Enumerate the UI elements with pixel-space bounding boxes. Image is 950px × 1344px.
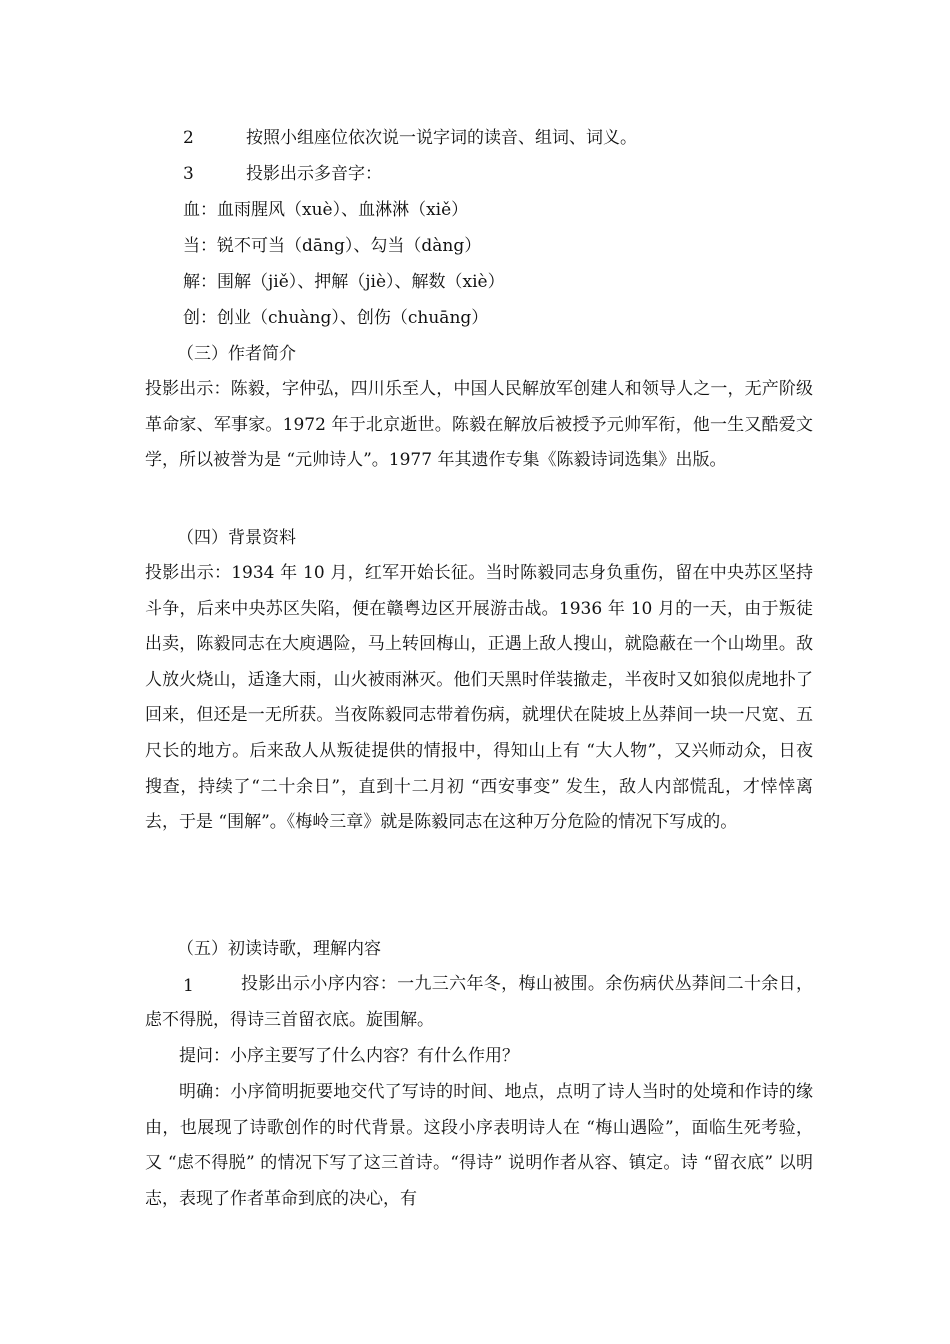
polyphone-chuang: 创：创业（chuàng）、创伤（chuāng） (183, 308, 489, 328)
polyphone-xue: 血：血雨腥风（xuè）、血淋淋（xiě） (183, 200, 469, 220)
list-text: 按照小组座位依次说一说字词的读音、组词、词义。 (246, 128, 637, 148)
answer-paragraph: 明确：小序简明扼要地交代了写诗的时间、地点，点明了诗人当时的处境和作诗的缘由，也展现了诗歌创作的时代背景。这段小序表明诗人在 “梅山遇险”，面临生死考验，又 “虑不得脱” 的情况下写了这三首诗。“得诗” 说明作者从容、镇定。诗 “留衣底” 以明志，表现了作者革命到底的决心，有 (145, 1082, 813, 1209)
list-number: 1 (183, 976, 194, 996)
section-heading-reading: （五）初读诗歌，理解内容 (177, 939, 381, 959)
preface-paragraph: 投影出示小序内容：一九三六年冬，梅山被围。余伤病伏丛莽间二十余日，虑不得脱，得诗三首留衣底。旋围解。 (145, 974, 813, 1030)
list-number: 3 (183, 164, 194, 184)
author-intro-paragraph: 投影出示：陈毅，字仲弘，四川乐至人，中国人民解放军创建人和领导人之一，无产阶级革命家、军事家。1972 年于北京逝世。陈毅在解放后被授予元帅军衔，他一生又酷爱文学，所以被誉为是 “元帅诗人”。1977 年其遗作专集《陈毅诗词选集》出版。 (145, 379, 813, 471)
section-heading-author: （三）作者简介 (177, 344, 296, 364)
section-heading-background: （四）背景资料 (177, 528, 296, 548)
list-text: 投影出示多音字： (246, 164, 382, 184)
question-paragraph: 提问：小序主要写了什么内容？有什么作用？ (179, 1046, 519, 1066)
background-paragraph: 投影出示：1934 年 10 月，红军开始长征。当时陈毅同志身负重伤，留在中央苏区坚持斗争，后来中央苏区失陷，便在赣粤边区开展游击战。1936 年 10 月的一天，由于叛徒出卖，陈毅同志在大庾遇险，马上转回梅山，正遇上敌人搜山，就隐蔽在一个山坳里。敌人放火烧山，适逢大雨，山火被雨淋灭。他们天黑时佯装撤走，半夜时又如狼似虎地扑了回来，但还是一无所获。当夜陈毅同志带着伤病，就埋伏在陡坡上丛莽间一块一尺宽、五尺长的地方。后来敌人从叛徒提供的情报中，得知山上有 “大人物”，又兴师动众，日夜搜查，持续了“二十余日”，直到十二月初 “西安事变” 发生，敌人内部慌乱，才悻悻离去，于是 “围解”。《梅岭三章》就是陈毅同志在这种万分危险的情况下写成的。 (145, 563, 813, 833)
polyphone-jie: 解：围解（jiě）、押解（jiè）、解数（xiè） (183, 272, 505, 292)
polyphone-dang: 当：锐不可当（dāng）、勾当（dàng） (183, 236, 482, 256)
list-number: 2 (183, 128, 194, 148)
